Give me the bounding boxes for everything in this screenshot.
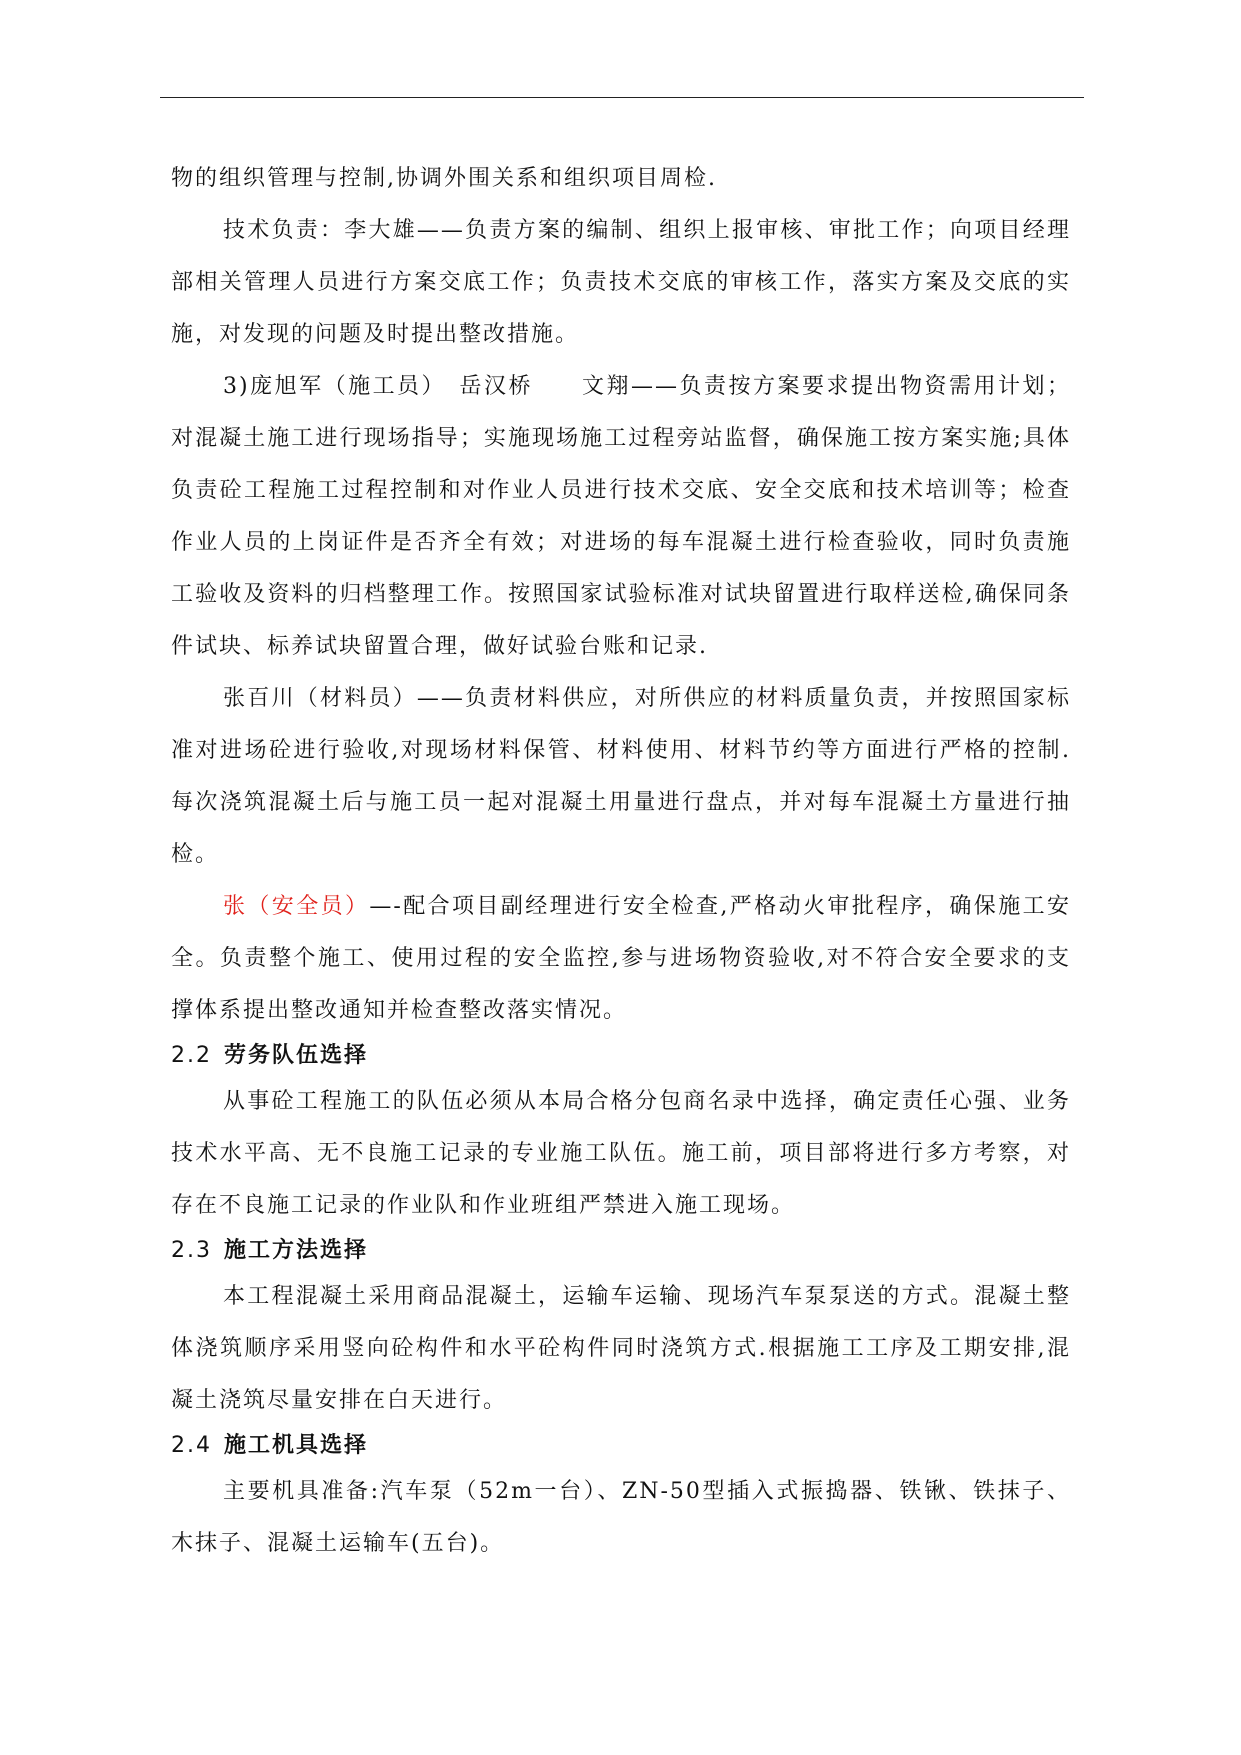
paragraph-continued: 物的组织管理与控制,协调外围关系和组织项目周检. xyxy=(171,166,717,191)
section-title: 施工方法选择 xyxy=(224,1237,369,1263)
section-heading-2-3 xyxy=(171,1228,1071,1273)
header-rule xyxy=(160,97,1084,98)
paragraph-machinery: 主要机具准备:汽车泵（52m一台）、ZN-50型插入式振捣器、铁锹、铁抹子、木抹子、混凝土运输车(五台)。 xyxy=(171,1479,1071,1556)
section-title: 劳务队伍选择 xyxy=(224,1042,369,1068)
section-number: 2.4 xyxy=(171,1433,212,1458)
paragraph-materials-staff: 张百川（材料员）——负责材料供应，对所供应的材料质量负责，并按照国家标准对进场砼进行验收,对现场材料保管、材料使用、材料节约等方面进行严格的控制.每次浇筑混凝土后与施工员一起对混凝土用量进行盘点，并对每车混凝土方量进行抽检。 xyxy=(171,686,1071,867)
document-body xyxy=(171,153,1071,1570)
paragraph-labor-team: 从事砼工程施工的队伍必须从本局合格分包商名录中选择，确定责任心强、业务技术水平高、无不良施工记录的专业施工队伍。施工前，项目部将进行多方考察，对存在不良施工记录的作业队和作业班组严禁进入施工现场。 xyxy=(171,1089,1071,1218)
section-number: 2.3 xyxy=(171,1238,212,1263)
paragraph-construction-method: 本工程混凝土采用商品混凝土，运输车运输、现场汽车泵泵送的方式。混凝土整体浇筑顺序采用竖向砼构件和水平砼构件同时浇筑方式.根据施工工序及工期安排,混凝土浇筑尽量安排在白天进行。 xyxy=(171,1284,1071,1413)
section-title: 施工机具选择 xyxy=(224,1432,369,1458)
safety-officer-duties: —-配合项目副经理进行安全检查,严格动火审批程序，确保施工安全。负责整个施工、使用过程的安全监控,参与进场物资验收,对不符合安全要求的支撑体系提出整改通知并检查整改落实情况。 xyxy=(171,894,1071,1023)
paragraph-construction-staff: 3)庞旭军（施工员） 岳汉桥 文翔——负责按方案要求提出物资需用计划；对混凝土施工进行现场指导；实施现场施工过程旁站监督，确保施工按方案实施;具体负责砼工程施工过程控制和对作业人员进行技术交底、安全交底和技术培训等；检查作业人员的上岗证件是否齐全有效；对进场的每车混凝土进行检查验收，同时负责施工验收及资料的归档整理工作。按照国家试验标准对试块留置进行取样送检,确保同条件试块、标养试块留置合理，做好试验台账和记录. xyxy=(171,374,1071,659)
paragraph-technical-lead: 技术负责：李大雄——负责方案的编制、组织上报审核、审批工作；向项目经理部相关管理人员进行方案交底工作；负责技术交底的审核工作，落实方案及交底的实施，对发现的问题及时提出整改措施。 xyxy=(171,218,1071,347)
safety-officer-name: 张（安全员） xyxy=(223,894,370,919)
paragraph-safety-officer xyxy=(171,881,1071,1037)
section-number: 2.2 xyxy=(171,1043,212,1068)
section-heading-2-4 xyxy=(171,1423,1071,1468)
section-heading-2-2 xyxy=(171,1033,1071,1078)
